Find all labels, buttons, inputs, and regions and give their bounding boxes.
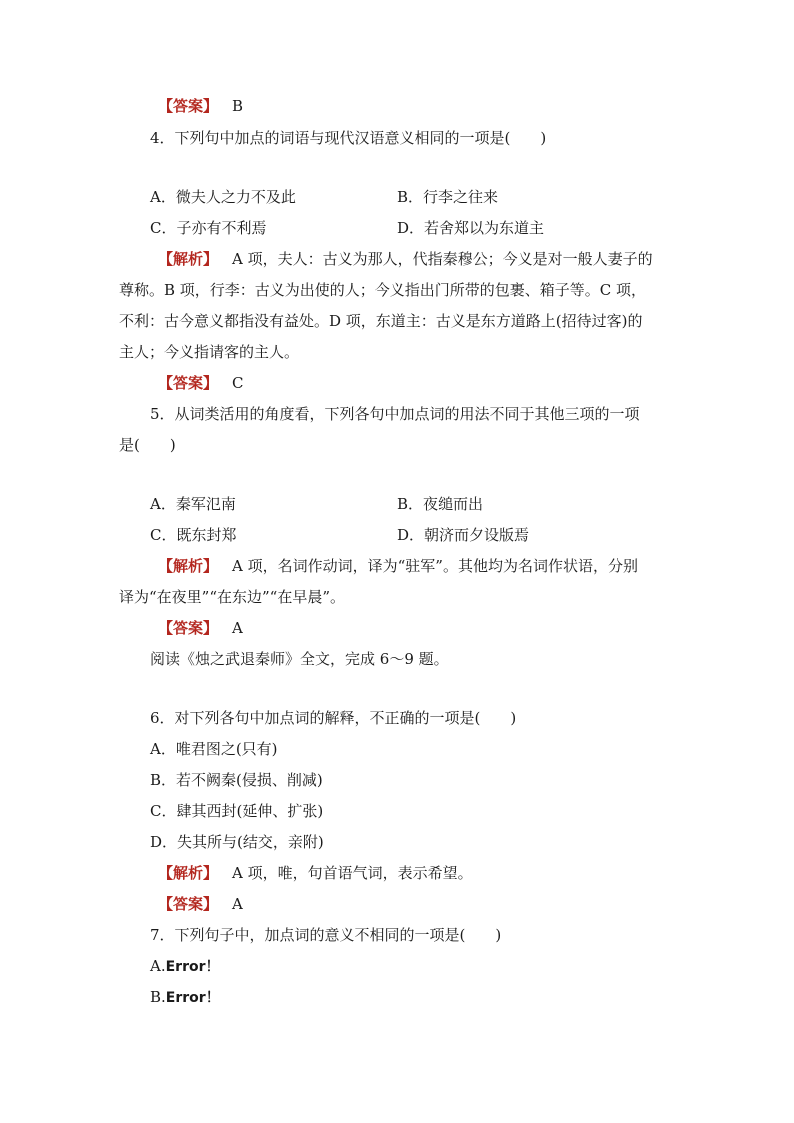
q6-analysis-text: A 项，唯，句首语气词，表示希望。: [232, 864, 473, 882]
q4-analysis-text-1: A 项，夫人：古义为那人，代指秦穆公；今义是对一般人妻子的: [232, 250, 653, 268]
q5-analysis-text-1: A 项，名词作动词，译为“驻军”。其他均为名词作状语，分别: [232, 557, 638, 575]
q6-option-a: A．唯君图之(只有): [150, 740, 278, 758]
q5-analysis-text-2: 译为“在夜里”“在东边”“在早晨”。: [119, 588, 346, 606]
q7-option-a: [150, 955, 220, 978]
answer-label: 【答案】: [158, 374, 219, 392]
analysis-label: 【解析】: [158, 557, 219, 575]
q4-option-d: D．若舍郑以为东道主: [397, 219, 545, 237]
q3-answer: B: [232, 97, 244, 115]
q7-option-a-letter: A.: [150, 957, 166, 975]
q5-option-d: D．朝济而夕设版焉: [397, 526, 530, 544]
q5-answer: A: [232, 619, 243, 637]
q6-option-b: B．若不阙秦(侵损、削减): [150, 771, 323, 789]
q5-stem-text-2: 是( ): [119, 436, 176, 454]
q4-option-c: C．子亦有不利焉: [150, 219, 267, 237]
analysis-label: 【解析】: [158, 250, 219, 268]
q4-analysis-text-2: 尊称。B 项，行李：古义为出使的人；今义指出门所带的包裹、箱子等。C 项，: [119, 281, 647, 299]
q6-option-c: C．肆其西封(延伸、扩张): [150, 802, 324, 820]
q7-option-b-error: Error！: [165, 990, 220, 1006]
answer-label: 【答案】: [158, 619, 219, 637]
q7-option-a-error: Error！: [165, 959, 220, 975]
q6-stem-text: 6．对下列各句中加点词的解释，不正确的一项是( ): [150, 709, 517, 727]
passage-intro-text: 阅读《烛之武退秦师》全文，完成 6～9 题。: [150, 650, 449, 668]
q5-option-c: C．既东封郑: [150, 526, 237, 544]
q7-option-b: [150, 986, 220, 1009]
q5-option-a: A．秦军氾南: [150, 495, 236, 513]
answer-label: 【答案】: [158, 97, 219, 115]
q4-option-a: A．微夫人之力不及此: [150, 188, 296, 206]
answer-label: 【答案】: [158, 895, 219, 913]
q4-analysis-text-4: 主人；今义指请客的主人。: [119, 343, 300, 361]
q7-option-b-letter: B.: [150, 988, 166, 1006]
q7-stem-text: 7．下列句子中，加点词的意义不相同的一项是( ): [150, 926, 502, 944]
q6-answer: A: [232, 895, 243, 913]
q4-answer: C: [232, 374, 244, 392]
q4-option-b: B．行李之往来: [397, 188, 499, 206]
analysis-label: 【解析】: [158, 864, 219, 882]
q5-option-b: B．夜缒而出: [397, 495, 484, 513]
q4-analysis-text-3: 不利：古今意义都指没有益处。D 项，东道主：古义是东方道路上(招待过客)的: [119, 312, 643, 330]
q4-stem-text: 4．下列句中加点的词语与现代汉语意义相同的一项是( ): [150, 129, 547, 147]
q6-option-d: D．失其所与(结交，亲附): [150, 833, 324, 851]
q5-stem-text-1: 5．从词类活用的角度看，下列各句中加点词的用法不同于其他三项的一项: [150, 405, 640, 423]
